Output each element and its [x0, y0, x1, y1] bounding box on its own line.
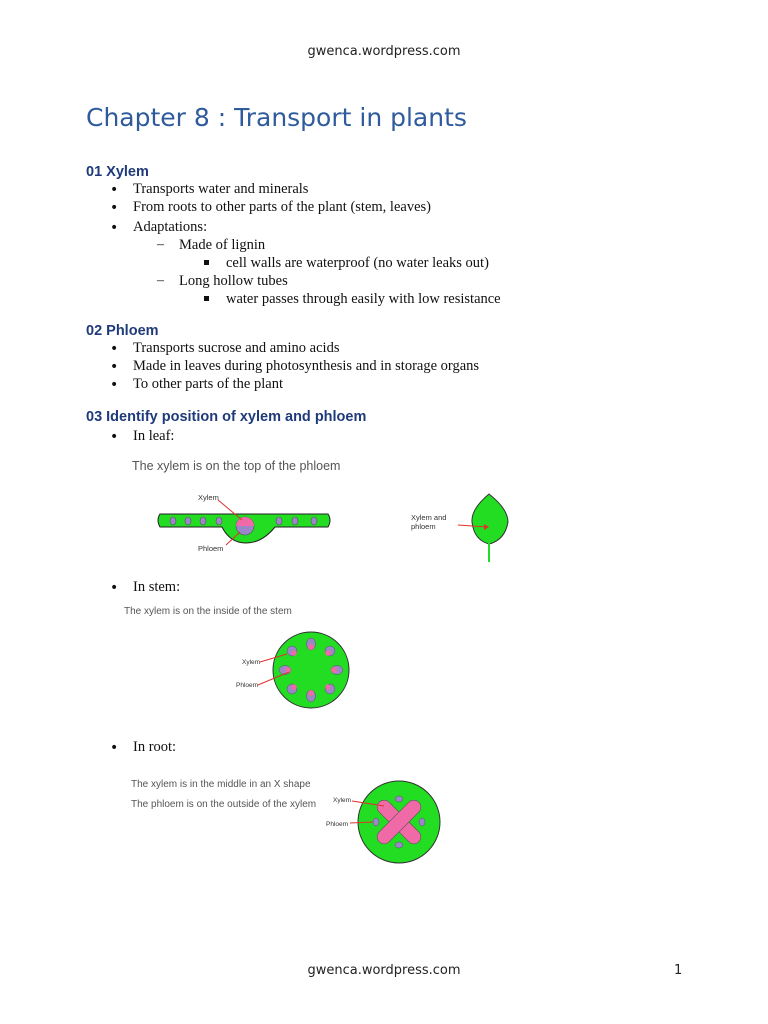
leaf-label-xylem: Xylem [198, 493, 219, 502]
dash-icon: – [157, 273, 164, 288]
list-item: Made in leaves during photosynthesis and in storage organs [133, 358, 480, 374]
list-item: To other parts of the plant [133, 376, 283, 392]
bullet-icon: • [110, 341, 119, 357]
bullet-icon: • [110, 429, 119, 445]
sub-list-item: Long hollow tubes [179, 273, 288, 289]
page-header: gwenca.wordpress.com [307, 44, 461, 59]
bullet-icon: • [110, 580, 119, 596]
root-caption-2: The phloem is on the outside of the xylem [131, 799, 317, 810]
dash-icon: – [157, 237, 164, 252]
bullet-icon: • [110, 377, 119, 393]
stem-label-phloem: Phloem [236, 682, 259, 689]
root-label-xylem: Xylem [333, 797, 352, 804]
leaf-label-phloem-2: phloem [411, 522, 436, 531]
section-heading-phloem: 02 Phloem [86, 323, 159, 339]
section-heading-xylem: 01 Xylem [86, 164, 149, 180]
list-item-root: In root: [133, 739, 177, 755]
bullet-icon: • [110, 740, 119, 756]
list-item-stem: In stem: [133, 579, 181, 595]
section-heading-position: 03 Identify position of xylem and phloem [86, 409, 367, 425]
stem-caption: The xylem is on the inside of the stem [124, 606, 292, 617]
list-item: Transports water and minerals [133, 181, 309, 197]
list-item: Transports sucrose and amino acids [133, 340, 340, 356]
leaf-caption: The xylem is on the top of the phloem [132, 459, 341, 473]
bullet-icon: • [110, 359, 119, 375]
stem-label-xylem: Xylem [242, 659, 261, 666]
sub-sub-list-item: cell walls are waterproof (no water leaks out) [226, 255, 489, 271]
leaf-label-phloem: Phloem [198, 544, 224, 553]
list-item: From roots to other parts of the plant (stem, leaves) [133, 199, 431, 215]
sub-list-item: Made of lignin [179, 237, 266, 253]
sub-sub-list-item: water passes through easily with low resistance [226, 291, 501, 307]
page-title: Chapter 8 : Transport in plants [86, 103, 467, 132]
list-item: Adaptations: [133, 219, 208, 235]
list-item-leaf: In leaf: [133, 428, 175, 444]
bullet-icon: • [110, 182, 119, 198]
page-number: 1 [674, 963, 683, 978]
bullet-icon: • [110, 220, 119, 236]
root-label-phloem: Phloem [326, 821, 349, 828]
bullet-icon: • [110, 200, 119, 216]
page-footer: gwenca.wordpress.com [307, 963, 461, 978]
root-caption-1: The xylem is in the middle in an X shape [131, 779, 311, 790]
leaf-label-xylem-and: Xylem and [411, 513, 447, 522]
